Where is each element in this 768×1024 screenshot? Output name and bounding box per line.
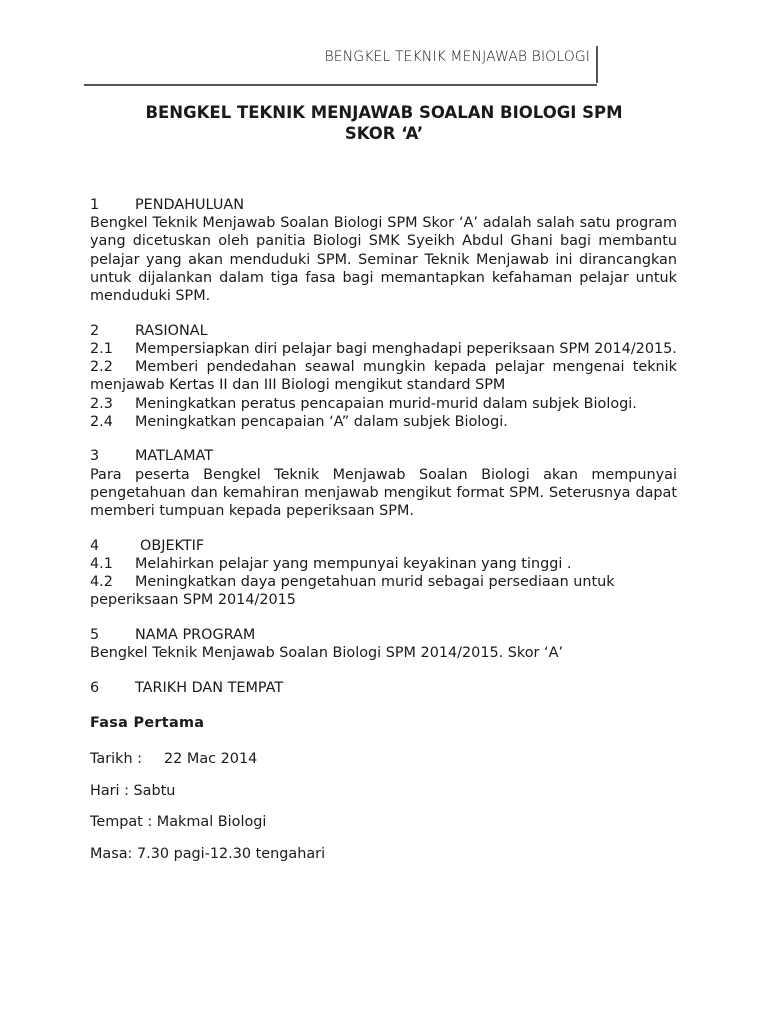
document-title [90,102,678,144]
list-item [90,395,677,413]
section-matlamat [90,447,677,520]
section-title: MATLAMAT [135,448,214,465]
item-number: 4.1 [90,555,113,572]
list-item [90,555,677,573]
section-pendahuluan [90,196,677,305]
title-line-1: BENGKEL TEKNIK MENJAWAB SOALAN BIOLOGI SPM [145,103,623,122]
section-number: 6 [90,679,100,696]
running-header: BENGKEL TEKNIK MENJAWAB BIOLOGI [324,49,590,65]
item-text: Meningkatkan pencapaian ‘A” dalam subjek Biologi. [135,413,508,430]
item-text: Memberi pendedahan seawal mungkin kepada pelajar mengenai teknik menjawab Kertas II dan III Biologi mengikut standard SPM [90,359,677,394]
section-rasional [90,322,677,431]
item-number: 2.2 [90,359,113,376]
section-heading [90,537,677,555]
section-paragraph: Bengkel Teknik Menjawab Soalan Biologi SPM Skor ‘A’ adalah salah satu program yang dicetuskan oleh panitia Biologi SMK Syeikh Abdul Ghani bagi membantu pelajar yang akan menduduki SPM. Seminar Teknik Menjawab ini dirancangkan untuk dijalankan dalam tiga fasa bagi memantapkan kefahaman pelajar untuk menduduki SPM. [90,215,677,305]
section-nama-program [90,626,677,662]
item-text: Meningkatkan daya pengetahuan murid sebagai persediaan untuk peperiksaan SPM 2014/2015 [90,574,615,609]
section-number: 1 [90,197,100,213]
section-heading [90,196,677,214]
section-title: RASIONAL [135,322,208,339]
day-line: Hari : Sabtu [90,782,176,799]
document-body [90,196,677,877]
section-title: PENDAHULUAN [135,197,245,213]
section-heading [90,679,677,697]
header-vertical-rule [596,46,598,83]
section-objektif [90,537,677,610]
place-line: Tempat : Makmal Biologi [90,814,267,831]
section-title: OBJEKTIF [140,537,205,554]
section-number: 4 [90,537,100,554]
date-label: Tarikh : [90,750,143,767]
title-line-2: SKOR ‘A’ [344,124,424,143]
section-heading [90,322,677,340]
section-title: TARIKH DAN TEMPAT [135,679,284,696]
phase-heading: Fasa Pertama [90,714,205,731]
item-text: Melahirkan pelajar yang mempunyai keyakinan yang tinggi . [135,555,572,572]
item-text: Meningkatkan peratus pencapaian murid-murid dalam subjek Biologi. [135,395,637,412]
header-horizontal-rule [84,84,597,86]
date-value: 22 Mac 2014 [164,750,258,767]
section-heading [90,447,677,465]
item-number: 2.4 [90,413,113,430]
section-heading [90,626,677,644]
section-paragraph: Bengkel Teknik Menjawab Soalan Biologi SPM 2014/2015. Skor ‘A’ [90,645,564,662]
list-item [90,573,677,609]
date-line [90,750,677,768]
item-number: 2.3 [90,395,113,412]
item-number: 4.2 [90,574,113,591]
time-line: Masa: 7.30 pagi-12.30 tengahari [90,845,326,862]
item-number: 2.1 [90,340,113,357]
list-item [90,413,677,431]
list-item [90,340,677,358]
section-title: NAMA PROGRAM [135,627,256,644]
item-text: Mempersiapkan diri pelajar bagi menghadapi peperiksaan SPM 2014/2015. [135,340,677,357]
section-paragraph: Para peserta Bengkel Teknik Menjawab Soalan Biologi akan mempunyai pengetahuan dan kemahiran menjawab mengikut format SPM. Seterusnya dapat memberi tumpuan kepada peperiksaan SPM. [90,466,677,520]
section-number: 2 [90,322,100,339]
section-number: 5 [90,627,100,644]
list-item [90,358,677,394]
section-number: 3 [90,448,100,465]
section-tarikh-tempat [90,679,677,697]
